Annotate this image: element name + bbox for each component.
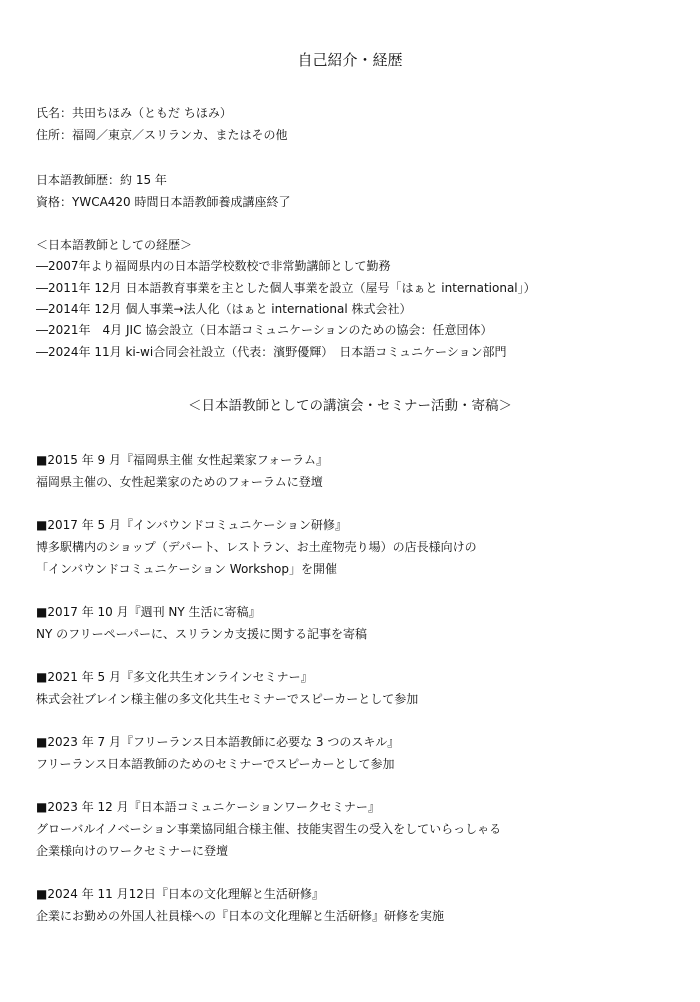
profile-years: 日本語教師歴：約 15 年	[36, 173, 167, 187]
profile-qualification: 資格：YWCA420 時間日本語教師養成講座終了	[36, 195, 291, 209]
activity-title: ■2017 年 5 月『インバウンドコミュニケーション研修』	[36, 518, 347, 532]
profile-name: 氏名：共田ちほみ（ともだ ちほみ）	[36, 106, 232, 120]
activity-title: ■2023 年 7 月『フリーランス日本語教師に必要な 3 つのスキル』	[36, 735, 400, 749]
career-item: ―2024年 11月 ki-wi合同会社設立（代表：濱野優輝） 日本語コミュニケーション部門	[36, 345, 507, 359]
page-title: 自己紹介・経歴	[297, 51, 403, 69]
activity-line: フリーランス日本語教師のためのセミナーでスピーカーとして参加	[36, 757, 395, 771]
activity-line: 企業様向けのワークセミナーに登壇	[36, 844, 229, 858]
activity-line: 「インバウンドコミュニケーション Workshop」を開催	[36, 562, 337, 576]
activity-line: 福岡県主催の、女性起業家のためのフォーラムに登壇	[36, 475, 323, 489]
career-heading: ＜日本語教師としての経歴＞	[36, 238, 193, 252]
career-item: ―2011年 12月 日本語教育事業を主とした個人事業を設立（屋号「はぁと international」）	[36, 281, 536, 295]
activity-line: 博多駅構内のショップ（デパート、レストラン、お土産物売り場）の店長様向けの	[36, 540, 477, 554]
activity-title: ■2017 年 10 月『週刊 NY 生活に寄稿』	[36, 605, 261, 619]
career-item: ―2007年より福岡県内の日本語学校数校で非常勤講師として勤務	[36, 259, 391, 273]
activity-title: ■2023 年 12 月『日本語コミュニケーションワークセミナー』	[36, 800, 380, 814]
activity-line: 企業にお勤めの外国人社員様への『日本の文化理解と生活研修』研修を実施	[36, 909, 445, 923]
career-item: ―2021年 4月 JIC 協会設立（日本語コミュニケーションのための協会：任意団体）	[36, 323, 493, 337]
activity-line: NY のフリーペーパーに、スリランカ支援に関する記事を寄稿	[36, 627, 368, 641]
activity-title: ■2024 年 11 月12日『日本の文化理解と生活研修』	[36, 887, 324, 901]
activity-title: ■2021 年 5 月『多文化共生オンラインセミナー』	[36, 670, 313, 684]
activity-title: ■2015 年 9 月『福岡県主催 女性起業家フォーラム』	[36, 453, 329, 467]
profile-address: 住所：福岡／東京／スリランカ、またはその他	[36, 128, 288, 142]
activity-line: 株式会社ブレイン様主催の多文化共生セミナーでスピーカーとして参加	[36, 692, 419, 706]
career-item: ―2014年 12月 個人事業→法人化（はぁと international 株式会社）	[36, 302, 412, 316]
activity-line: グローバルイノベーション事業協同組合様主催、技能実習生の受入をしていらっしゃる	[36, 822, 502, 836]
activities-heading: ＜日本語教師としての講演会・セミナー活動・寄稿＞	[188, 398, 512, 414]
